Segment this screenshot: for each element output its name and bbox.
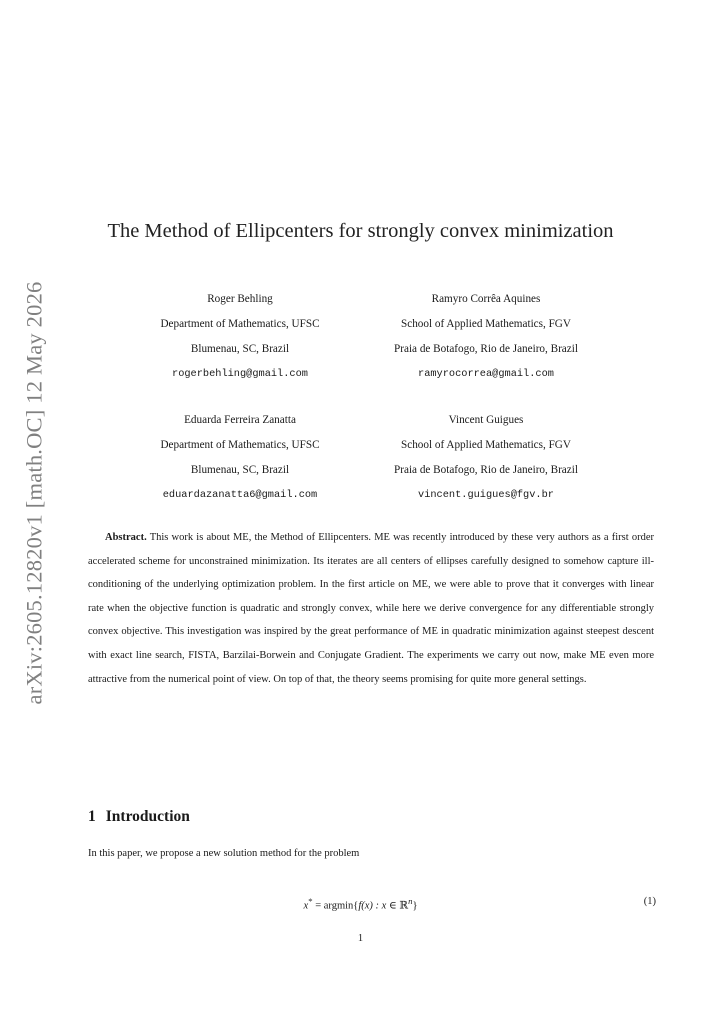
- equation-argument: (x) : x: [361, 900, 387, 912]
- arxiv-identifier-text: arXiv:2605.12820v1 [math.OC] 12 May 2026: [21, 281, 46, 705]
- equation-variable: x: [303, 900, 309, 912]
- equation-function: f: [358, 900, 362, 912]
- author-name: Vincent Guigues: [448, 414, 524, 426]
- author-name: Ramyro Corrêa Aquines: [431, 293, 541, 305]
- author-affiliation: School of Applied Mathematics, FGV: [401, 318, 571, 330]
- equation-number: (1): [643, 896, 656, 907]
- section-number: 1: [88, 808, 96, 825]
- author-email[interactable]: ramyrocorrea@gmail.com: [418, 368, 554, 380]
- author-location: Praia de Botafogo, Rio de Janeiro, Brazil: [394, 464, 578, 476]
- author-email[interactable]: eduardazanatta6@gmail.com: [162, 489, 318, 501]
- page-number: 1: [357, 933, 364, 944]
- paper-title: The Method of Ellipcenters for strongly convex minimization: [107, 220, 614, 242]
- intro-paragraph: In this paper, we propose a new solution method for the problem: [88, 848, 360, 859]
- section-title: Introduction: [105, 808, 190, 825]
- author-affiliation: School of Applied Mathematics, FGV: [401, 439, 571, 451]
- author-affiliation: Department of Mathematics, UFSC: [160, 439, 320, 451]
- author-block-2: [336, 287, 636, 387]
- abstract-text: This work is about ME, the Method of Ellipcenters. ME was recently introduced by these very authors as a first order accelerated scheme for unconstrained minimization. Its iterates are all centers of ellipses carefully designed to somehow capture ill-conditioning of the underlying optimization problem. In the first article on ME, we were able to prove that it converges with linear rate when the objective function is quadratic and strongly convex, while here we derive convergence for any differentiable strongly convex objective. This investigation was inspired by the great performance of ME in quadratic minimization against steepest descent with exact line search, FISTA, Barzilai-Borwein and Conjugate Gradient. The experiments we carry out now, make ME even more attractive from the numerical point of view. On top of that, the theory seems promising for quite more general settings.: [88, 532, 654, 685]
- author-block-4: [336, 408, 636, 508]
- author-email[interactable]: rogerbehling@gmail.com: [172, 368, 308, 380]
- author-affiliation: Department of Mathematics, UFSC: [160, 318, 320, 330]
- equation-set: ∈ ℝ: [386, 900, 409, 912]
- section-heading: [88, 808, 190, 826]
- abstract: [88, 526, 654, 691]
- author-email[interactable]: vincent.guigues@fgv.br: [418, 489, 554, 501]
- arxiv-identifier: [14, 270, 54, 716]
- author-name: Eduarda Ferreira Zanatta: [184, 414, 296, 426]
- author-location: Blumenau, SC, Brazil: [190, 464, 290, 476]
- equation-superscript: *: [308, 896, 313, 906]
- author-name: Roger Behling: [207, 293, 273, 305]
- equation-brace: }: [412, 900, 418, 912]
- equation-operator: = argmin{: [312, 900, 359, 912]
- author-location: Blumenau, SC, Brazil: [190, 343, 290, 355]
- equation-dimension: n: [408, 896, 413, 906]
- equation: [0, 896, 721, 912]
- author-location: Praia de Botafogo, Rio de Janeiro, Brazil: [394, 343, 578, 355]
- abstract-label: Abstract.: [105, 532, 147, 543]
